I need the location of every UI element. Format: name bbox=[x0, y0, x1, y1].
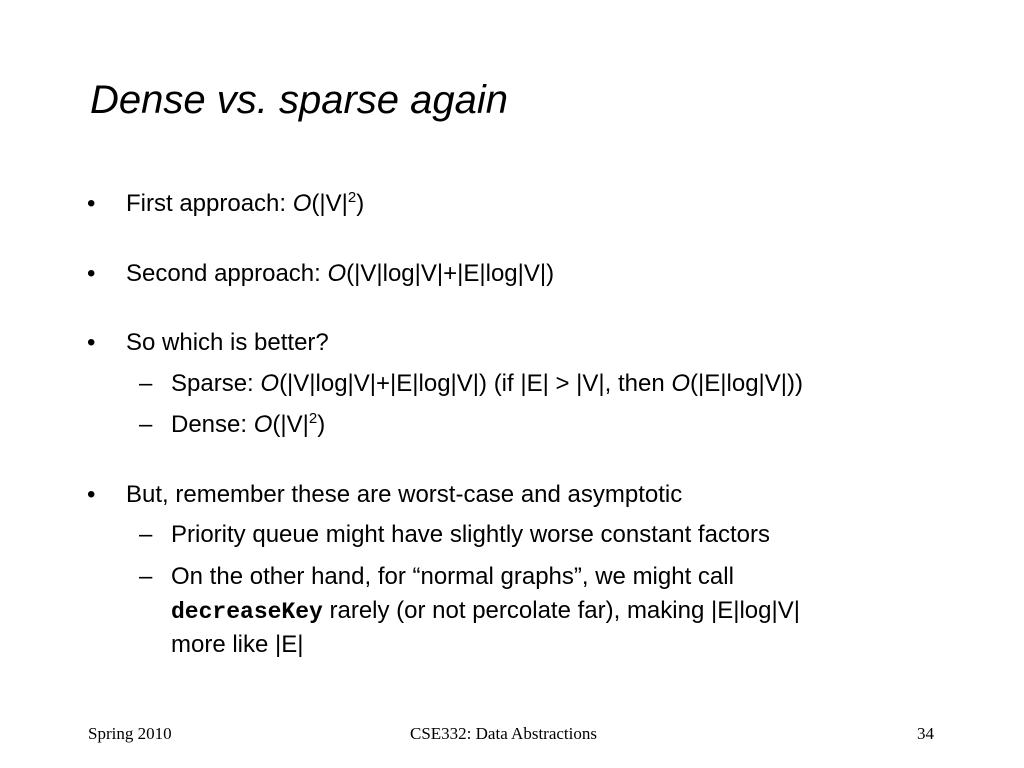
exponent: 2 bbox=[347, 189, 357, 206]
big-o-symbol: O bbox=[260, 370, 280, 397]
subitem-normal-graphs-line3: more like |E| bbox=[171, 631, 304, 658]
big-o-symbol: O bbox=[671, 370, 691, 397]
dash-marker: – bbox=[139, 411, 153, 438]
bullet-marker: • bbox=[87, 190, 96, 217]
exponent: 2 bbox=[308, 410, 318, 427]
big-o-symbol: O bbox=[327, 260, 347, 287]
footer-page-number: 34 bbox=[917, 724, 934, 743]
bullet-marker: • bbox=[87, 260, 96, 287]
bullet-text: First approach: bbox=[126, 190, 293, 217]
bullet-text: Second approach: bbox=[126, 260, 328, 287]
subitem-text: rarely (or not percolate far), making |E|log|V| bbox=[322, 597, 800, 624]
subitem-normal-graphs-line2 bbox=[171, 596, 800, 627]
subitem-dense bbox=[171, 410, 325, 439]
big-o-symbol: O bbox=[253, 411, 273, 438]
complexity-expression: (|V| bbox=[311, 190, 348, 217]
bullet-which-better: So which is better? bbox=[126, 329, 329, 356]
subitem-text: Sparse: bbox=[171, 370, 261, 397]
bullet-second-approach bbox=[126, 259, 554, 288]
complexity-tail: ) bbox=[356, 190, 365, 217]
bullet-first-approach bbox=[126, 189, 364, 218]
slide-title: Dense vs. sparse again bbox=[90, 78, 509, 122]
big-o-symbol: O bbox=[292, 190, 312, 217]
subitem-priority-queue: Priority queue might have slightly worse constant factors bbox=[171, 521, 770, 548]
bullet-marker: • bbox=[87, 481, 96, 508]
dash-marker: – bbox=[139, 563, 153, 590]
footer-term: Spring 2010 bbox=[88, 724, 172, 743]
dash-marker: – bbox=[139, 521, 153, 548]
complexity-tail: ) bbox=[317, 411, 326, 438]
complexity-expression: (|E|log|V|)) bbox=[690, 370, 804, 397]
subitem-normal-graphs-line1: On the other hand, for “normal graphs”, we might call bbox=[171, 563, 734, 590]
subitem-sparse bbox=[171, 369, 803, 398]
complexity-expression: (|V| bbox=[272, 411, 309, 438]
bullet-worst-case: But, remember these are worst-case and asymptotic bbox=[126, 481, 683, 508]
complexity-expression: (|V|log|V|+|E|log|V|) (if |E| > |V|, then bbox=[279, 370, 672, 397]
footer-course: CSE332: Data Abstractions bbox=[410, 724, 597, 743]
complexity-expression: (|V|log|V|+|E|log|V|) bbox=[346, 260, 555, 287]
bullet-marker: • bbox=[87, 329, 96, 356]
code-decrease-key: decreaseKey bbox=[171, 599, 323, 625]
dash-marker: – bbox=[139, 370, 153, 397]
subitem-text: Dense: bbox=[171, 411, 254, 438]
